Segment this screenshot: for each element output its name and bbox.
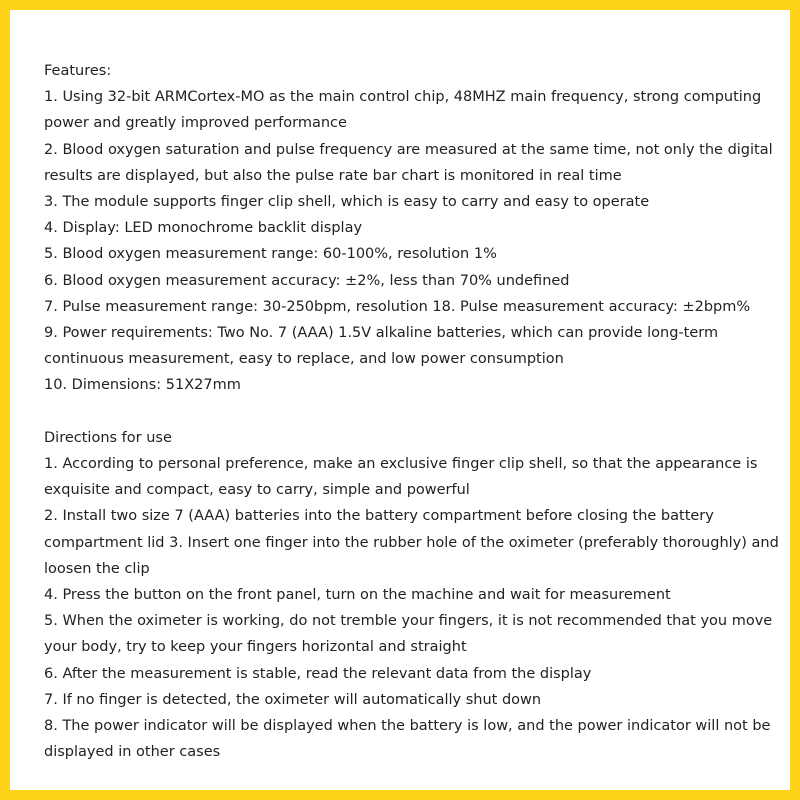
- features-section: [44, 58, 784, 399]
- directions-section: [44, 425, 784, 766]
- feature-item: 5. Blood oxygen measurement range: 60-100%, resolution 1%: [44, 246, 497, 263]
- product-description: [44, 58, 784, 765]
- feature-item: 4. Display: LED monochrome backlit display: [44, 220, 363, 237]
- direction-item: 5. When the oximeter is working, do not tremble your fingers, it is not recommended that you move your body, try to keep your fingers horizontal and straight: [44, 613, 773, 656]
- feature-item: 6. Blood oxygen measurement accuracy: ±2%, less than 70% undefined: [44, 272, 570, 289]
- directions-heading: Directions for use: [44, 429, 172, 446]
- feature-item: 2. Blood oxygen saturation and pulse frequency are measured at the same time, not only the digital results are displayed, but also the pulse rate bar chart is monitored in real time: [44, 141, 773, 184]
- direction-item: 2. Install two size 7 (AAA) batteries into the battery compartment before closing the battery compartment lid 3. Insert one finger into the rubber hole of the oximeter (preferably thoroughly) and loosen the clip: [44, 508, 779, 577]
- feature-item: 10. Dimensions: 51X27mm: [44, 377, 241, 394]
- feature-item: 9. Power requirements: Two No. 7 (AAA) 1.5V alkaline batteries, which can provide long-term continuous measurement, easy to replace, and low power consumption: [44, 325, 719, 368]
- feature-item: 7. Pulse measurement range: 30-250bpm, resolution 18. Pulse measurement accuracy: ±2bpm%: [44, 298, 751, 315]
- direction-item: 6. After the measurement is stable, read the relevant data from the display: [44, 665, 592, 682]
- direction-item: 1. According to personal preference, make an exclusive finger clip shell, so that the appearance is exquisite and compact, easy to carry, simple and powerful: [44, 456, 758, 499]
- direction-item: 4. Press the button on the front panel, turn on the machine and wait for measurement: [44, 587, 671, 604]
- direction-item: 8. The power indicator will be displayed when the battery is low, and the power indicator will not be displayed in other cases: [44, 718, 771, 761]
- feature-item: 3. The module supports finger clip shell, which is easy to carry and easy to operate: [44, 194, 650, 211]
- feature-item: 1. Using 32-bit ARMCortex-MO as the main control chip, 48MHZ main frequency, strong computing power and greatly improved performance: [44, 89, 762, 132]
- section-spacer: [44, 399, 784, 425]
- features-heading: Features:: [44, 63, 112, 79]
- direction-item: 7. If no finger is detected, the oximeter will automatically shut down: [44, 691, 542, 708]
